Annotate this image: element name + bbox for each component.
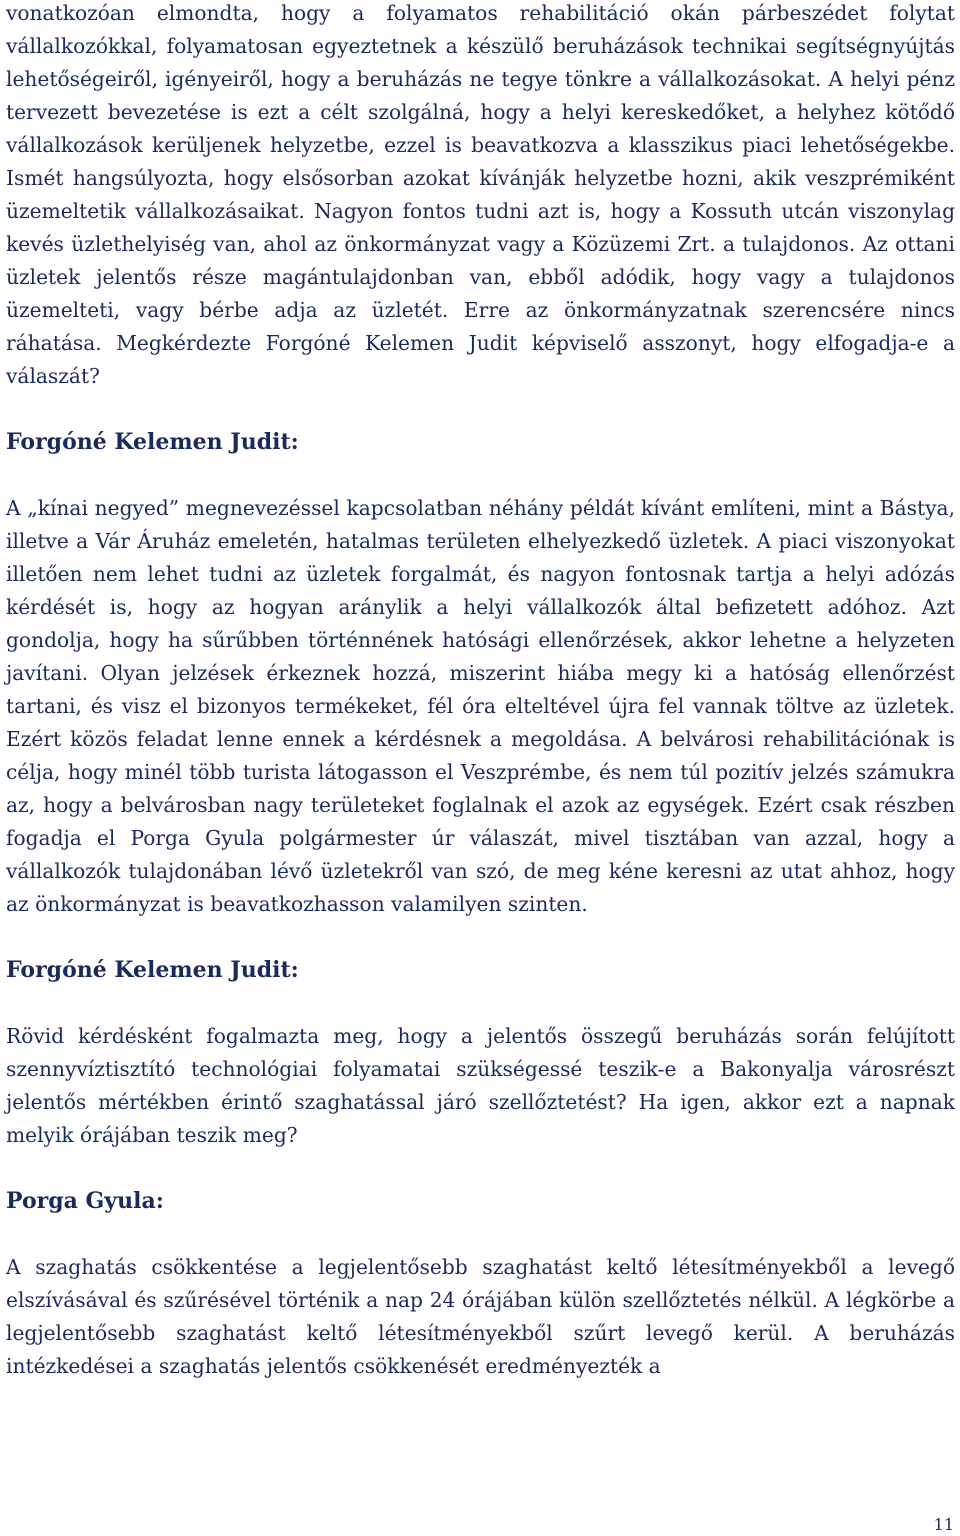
paragraph-wastewater-question: Rövid kérdésként fogalmazta meg, hogy a jelentős összegű beruházás során felújított szennyvíztisztító technológiai folyamatai szükségessé teszik-e a Bakonyalja városrészt jelentős mértékben érintő szaghatással járó szellőztetést? Ha igen, akkor ezt a napnak melyik órájában teszik meg? xyxy=(6,1024,955,1147)
paragraph-odor-reduction-answer: A szaghatás csökkentése a legjelentősebb szaghatást keltő létesítményekből a levegő elszívásával és szűrésével történik a nap 24 órájában külön szellőztetés nélkül. A légkörbe a legjelentősebb szaghatást keltő létesítményekből szűrt levegő kerül. A beruházás intézkedései a szaghatás jelentős csökkenését eredményezték a xyxy=(6,1255,955,1378)
spacer xyxy=(6,459,955,492)
page-number: 11 xyxy=(933,1515,954,1534)
spacer xyxy=(6,921,955,954)
spacer xyxy=(6,1152,955,1185)
paragraph-mayor-answer-continued: vonatkozóan elmondta, hogy a folyamatos rehabilitáció okán párbeszédet folytat vállalkozókkal, folyamatosan egyeztetnek a készülő beruházások technikai segítségnyújtás lehetőségeiről, igényeiről, hogy a beruházás ne tegye tönkre a vállalkozásokat. A helyi pénz tervezett bevezetése is ezt a célt szolgálná, hogy a helyi kereskedőket, a helyhez kötődő vállalkozások kerüljenek helyzetbe, ezzel is beavatkozva a klasszikus piaci lehetőségekbe. Ismét hangsúlyozta, hogy elsősorban azokat kívánják helyzetbe hozni, akik veszprémiként üzemeltetik vállalkozásaikat. Nagyon fontos tudni azt is, hogy a Kossuth utcán viszonylag kevés üzlethelyiség van, ahol az önkormányzat vagy a Közüzemi Zrt. a tulajdonos. Az ottani üzletek jelentős része magántulajdonban van, ebből adódik, hogy vagy a tulajdonos üzemelteti, vagy bérbe adja az üzletét. Erre az önkormányzatnak szerencsére nincs ráhatása. Megkérdezte Forgóné Kelemen Judit képviselő asszonyt, hogy elfogadja-e a válaszát? xyxy=(6,1,955,388)
spacer xyxy=(6,987,955,1020)
spacer xyxy=(6,393,955,426)
document-page xyxy=(6,0,955,1383)
spacer xyxy=(6,1218,955,1251)
paragraph-china-quarter-reply: A „kínai negyed” megnevezéssel kapcsolatban néhány példát kívánt említeni, mint a Bástya, illetve a Vár Áruház emeletén, hatalmas területen elhelyezkedő üzletek. A piaci viszonyokat illetően nem lehet tudni az üzletek forgalmát, és nagyon fontosnak tartja a helyi adózás kérdését is, hogy az hogyan aránylik a helyi vállalkozók által befizetett adóhoz. Azt gondolja, hogy ha sűrűbben történnének hatósági ellenőrzések, akkor lehetne a helyzeten javítani. Olyan jelzések érkeznek hozzá, miszerint hiába megy ki a hatóság ellenőrzést tartani, és visz el bizonyos termékeket, fél óra elteltével újra fel vannak töltve az üzletek. Ezért közös feladat lenne ennek a kérdésnek a megoldása. A belvárosi rehabilitációnak is célja, hogy minél több turista látogasson el Veszprémbe, és nem túl pozitív jelzés számukra az, hogy a belvárosban nagy területeket foglalnak el azok az egységek. Ezért csak részben fogadja el Porga Gyula polgármester úr válaszát, mivel tisztában van azzal, hogy a vállalkozók tulajdonában lévő üzletekről van szó, de meg kéne keresni az utat ahhoz, hogy az önkormányzat is beavatkozhasson valamilyen szinten. xyxy=(6,496,955,916)
speaker-heading-forgone-kelemen-judit-1: Forgóné Kelemen Judit: xyxy=(6,429,299,455)
speaker-heading-forgone-kelemen-judit-2: Forgóné Kelemen Judit: xyxy=(6,957,299,983)
speaker-heading-porga-gyula: Porga Gyula: xyxy=(6,1188,164,1214)
